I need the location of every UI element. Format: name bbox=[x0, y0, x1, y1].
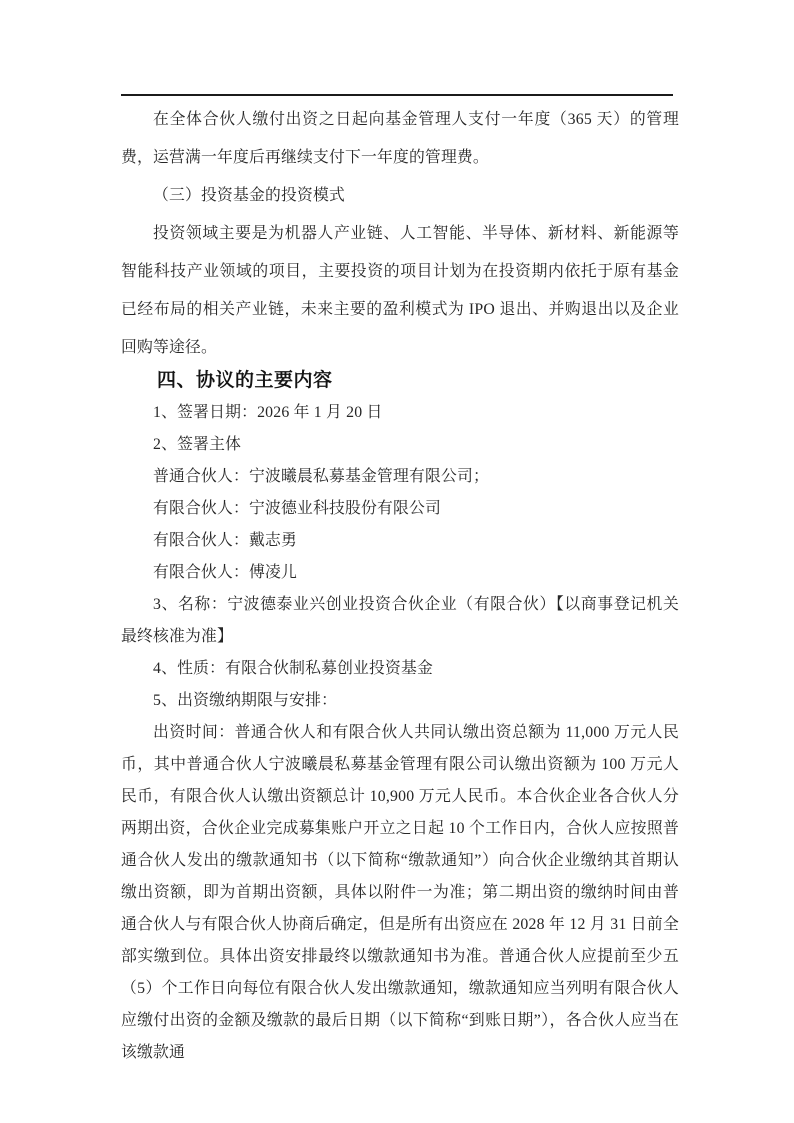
paragraph-general-partner: 普通合伙人：宁波曦晨私募基金管理有限公司； bbox=[153, 468, 489, 485]
paragraph-investment-fields: 投资领域主要是为机器人产业链、人工智能、半导体、新材料、新能源等智能科技产业领域的项目，主要投资的项目计划为在投资期内依托于原有基金已经布局的相关产业链，未来主要的盈利模式为 IPO 退出、并购退出以及企业回购等途径。 bbox=[121, 225, 679, 356]
paragraph-contribution-details: 出资时间：普通合伙人和有限合伙人共同认缴出资总额为 11,000 万元人民币，其中普通合伙人宁波曦晨私募基金管理有限公司认缴出资额为 100 万元人民币，有限合伙人认缴出资额总计 10,900 万元人民币。本合伙企业各合伙人分两期出资，合伙企业完成募集账户开立之日起 10 个工作日内，合伙人应按照普通合伙人发出的缴款通知书（以下简称“缴款通知”）向合伙企业缴纳其首期认缴出资额，即为首期出资额，具体以附件一为准；第二期出资的缴纳时间由普通合伙人与有限合伙人协商后确定，但是所有出资应在 2028 年 12 月 31 日前全部实缴到位。具体出资安排最终以缴款通知书为准。普通合伙人应提前至少五（5）个工作日向每位有限合伙人发出缴款通知，缴款通知应当列明有限合伙人应缴付出资的金额及缴款的最后日期（以下简称“到账日期”），各合伙人应当在该缴款通 bbox=[121, 724, 679, 1061]
paragraph-limited-partner-3: 有限合伙人：傅凌儿 bbox=[153, 564, 297, 581]
section-management-fee-and-investment-mode bbox=[121, 101, 679, 367]
section-agreement-details bbox=[121, 397, 679, 1069]
paragraph-fund-name: 3、名称：宁波德泰业兴创业投资合伙企业（有限合伙）【以商事登记机关最终核准为准】 bbox=[121, 596, 679, 645]
paragraph-contribution-schedule-label: 5、出资缴纳期限与安排： bbox=[153, 692, 338, 709]
paragraph-fund-nature: 4、性质：有限合伙制私募创业投资基金 bbox=[153, 660, 434, 677]
paragraph-signing-date: 1、签署日期：2026 年 1 月 20 日 bbox=[153, 404, 383, 421]
section-heading-agreement-main-content: 四、协议的主要内容 bbox=[157, 370, 333, 391]
paragraph-limited-partner-2: 有限合伙人：戴志勇 bbox=[153, 532, 297, 549]
paragraph-limited-partner-1: 有限合伙人：宁波德业科技股份有限公司 bbox=[153, 500, 441, 517]
paragraph-management-fee: 在全体合伙人缴付出资之日起向基金管理人支付一年度（365 天）的管理费，运营满一年度后再继续支付下一年度的管理费。 bbox=[121, 111, 679, 166]
header-rule bbox=[121, 94, 673, 96]
paragraph-signing-parties: 2、签署主体 bbox=[153, 436, 242, 453]
paragraph-subheading-investment-mode: （三）投资基金的投资模式 bbox=[153, 187, 345, 204]
